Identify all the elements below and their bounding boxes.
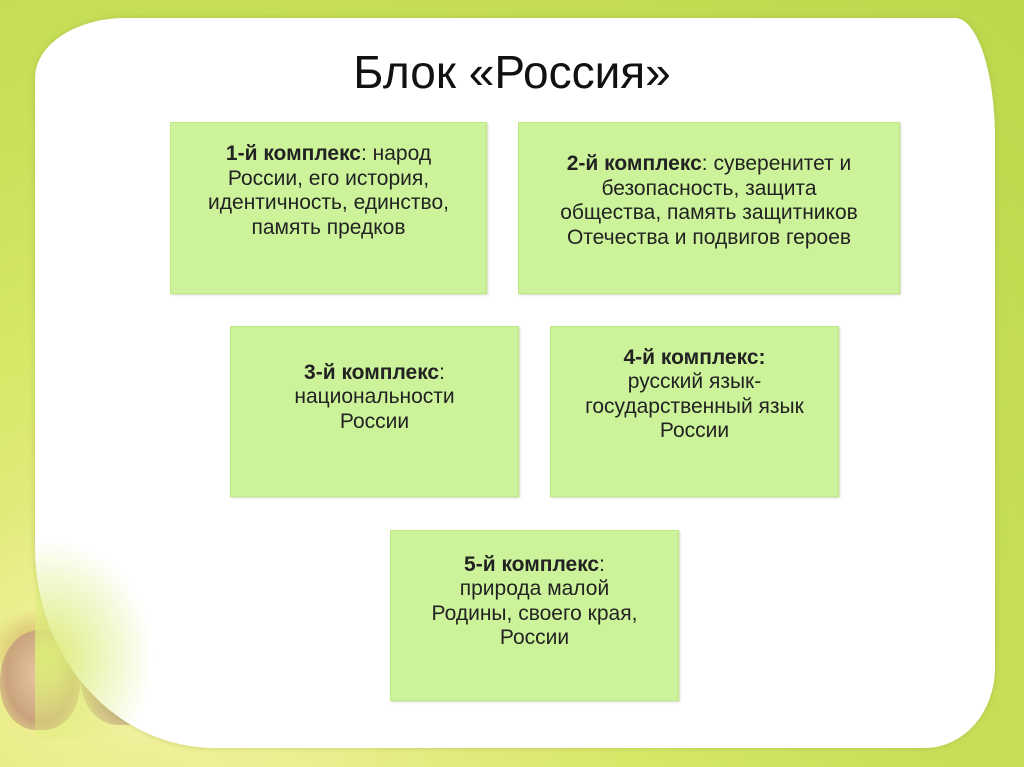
complex-card-2 [518,122,900,294]
card-line: природа малой [459,577,610,600]
card-line: общества, память защитников [560,201,858,224]
card-text [294,361,454,435]
card-line: идентичность, единство, [208,191,449,214]
card-line: : народ [360,142,432,165]
card-line: России [339,409,410,433]
card-line: : [758,345,766,369]
card-line: : суверенитет и [701,152,852,175]
slide-title: Блок «Россия» [353,46,671,98]
card-line: государственный язык [585,394,804,418]
card-heading: 2-й комплекс [566,152,702,175]
complex-card-3 [230,326,519,497]
card-text [208,142,449,240]
card-line: России [499,626,570,649]
card-line: : [439,360,445,384]
card-text [585,346,804,444]
card-line: России, его история, [227,166,430,190]
card-line: : [599,552,605,576]
card-heading: 1-й комплекс [225,142,361,165]
complex-card-4 [550,326,839,497]
card-heading: 3-й комплекс [304,360,440,384]
card-line: Родины, своего края, [431,601,638,625]
complex-card-5 [390,530,679,701]
card-line: безопасность, защита [601,176,817,200]
card-text [432,553,638,651]
card-heading: 5-й комплекс [464,552,600,576]
card-line: Отечества и подвигов героев [566,225,852,249]
complex-card-1 [170,122,487,294]
card-line: России [659,419,730,442]
card-line: национальности [294,385,455,409]
card-text [560,152,858,250]
paper-edge-shade [35,538,155,738]
card-heading: 4-й комплекс [623,345,759,369]
card-line: русский язык- [627,370,762,393]
card-line: память предков [251,215,406,239]
